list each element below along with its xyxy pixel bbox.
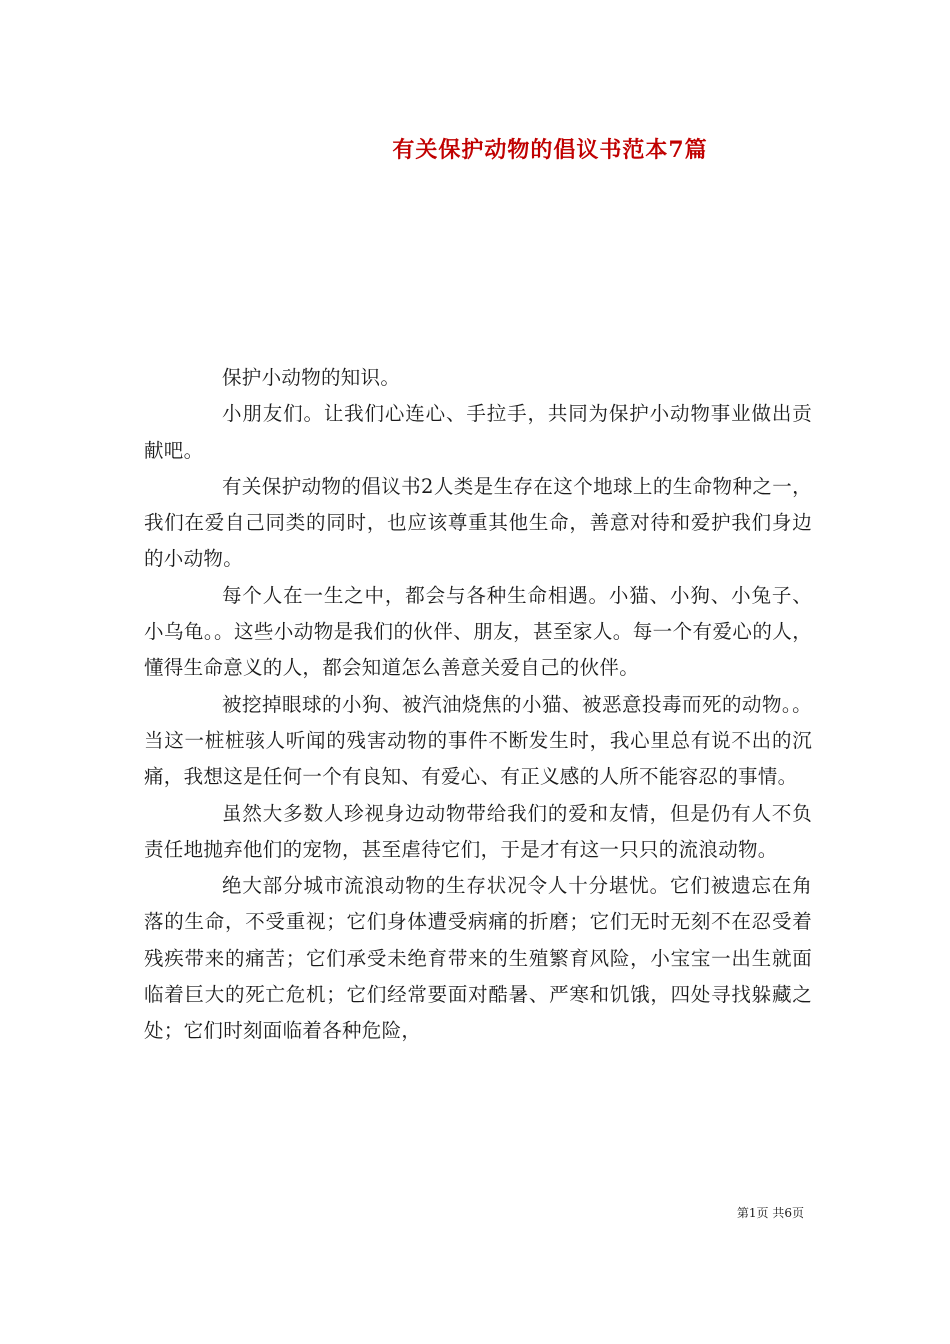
paragraph: 有关保护动物的倡议书2人类是生存在这个地球上的生命物种之一，我们在爱自己同类的同时，也应该尊重其他生命，善意对待和爱护我们身边的小动物。 <box>144 474 812 571</box>
document-body <box>144 360 812 1050</box>
paragraph: 小朋友们。让我们心连心、手拉手，共同为保护小动物事业做出贡献吧。 <box>144 402 812 462</box>
page-number-footer: 第1页 共6页 <box>736 1206 804 1220</box>
document-title: 有关保护动物的倡议书范本7篇 <box>392 137 708 163</box>
paragraph: 绝大部分城市流浪动物的生存状况令人十分堪忧。它们被遗忘在角落的生命，不受重视；它们身体遭受病痛的折磨；它们无时无刻不在忍受着残疾带来的痛苦；它们承受未绝育带来的生殖繁育风险，小宝宝一出生就面临着巨大的死亡危机；它们经常要面对酷暑、严寒和饥饿，四处寻找躲藏之处；它们时刻面临着各种危险， <box>144 874 812 1043</box>
paragraph: 每个人在一生之中，都会与各种生命相遇。小猫、小狗、小兔子、小乌龟。。这些小动物是我们的伙伴、朋友，甚至家人。每一个有爱心的人，懂得生命意义的人，都会知道怎么善意关爱自己的伙伴。 <box>144 583 812 680</box>
paragraph: 虽然大多数人珍视身边动物带给我们的爱和友情，但是仍有人不负责任地抛弃他们的宠物，甚至虐待它们，于是才有这一只只的流浪动物。 <box>144 801 812 861</box>
paragraph: 被挖掉眼球的小狗、被汽油烧焦的小猫、被恶意投毒而死的动物。。当这一桩桩骇人听闻的残害动物的事件不断发生时，我心里总有说不出的沉痛，我想这是任何一个有良知、有爱心、有正义感的人所不能容忍的事情。 <box>144 692 812 789</box>
paragraph: 保护小动物的知识。 <box>222 366 401 389</box>
